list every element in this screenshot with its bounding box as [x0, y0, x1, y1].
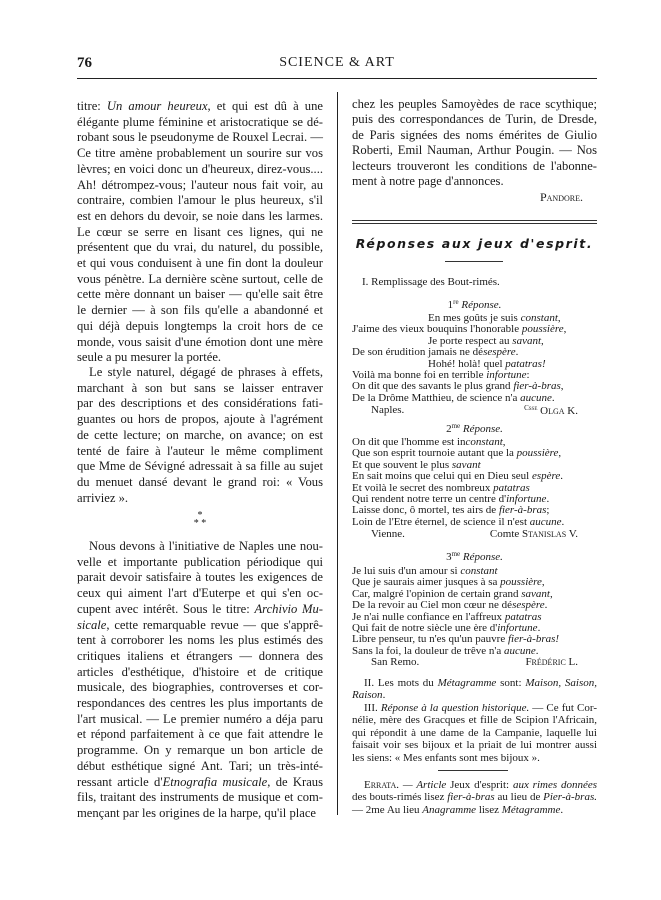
text-line: [77, 618, 323, 634]
errata-note: [352, 779, 597, 816]
text-line: [352, 677, 597, 689]
text-segment: .: [537, 622, 541, 635]
text-segment: De la Drôme Matthieu, de science n'a: [352, 391, 521, 404]
text-line: [352, 752, 597, 764]
text-segment: musicale, des biographies, controverses et cor-: [77, 680, 323, 695]
text-segment: mençant par les origines de la harpe, qu'il place: [77, 805, 317, 820]
italic-text: aux rimes données: [509, 779, 597, 791]
text-line: [77, 287, 323, 303]
text-line: [77, 256, 323, 272]
star-top: *: [197, 510, 203, 521]
text-segment: ressant article d': [77, 774, 163, 789]
text-segment: lèvres; en voici donc un d'heureux, direz-vous....: [77, 161, 323, 176]
italic-text: sespère: [483, 346, 516, 359]
text-line: [77, 225, 323, 241]
text-segment: ;: [546, 504, 550, 517]
part-three-historical-question: [352, 702, 597, 764]
italic-text: Un amour heureux: [106, 99, 208, 113]
text-segment: II. Les mots du: [364, 677, 438, 689]
text-line: [77, 665, 323, 681]
text-segment: Je n'ai nulle confiance en l'affreux: [352, 610, 505, 623]
text-segment: arriviez ».: [77, 490, 129, 505]
text-segment: cupent avec intérêt. Sous le titre:: [77, 601, 255, 616]
text-line: [77, 130, 323, 146]
text-segment: .: [561, 515, 565, 528]
text-segment: .: [515, 346, 519, 359]
text-segment: Je porte respect au: [428, 334, 513, 347]
text-segment: .: [546, 493, 550, 506]
double-rule: [352, 220, 597, 224]
text-segment: lecteurs trouveront les conditions de l'abonne-: [352, 158, 597, 173]
text-segment: les siens: « Mes enfants sont mes bijoux ».: [352, 751, 540, 764]
text-line: [77, 491, 323, 507]
text-segment: On dit que l'homme est in: [352, 436, 466, 448]
text-segment: nélie, mère des Gracques et fille de Scipion l'Africain,: [352, 714, 597, 727]
text-segment: Je lui suis d'un amour si: [352, 565, 461, 577]
text-segment: .: [535, 644, 539, 657]
italic-text: fier-à-bras!: [507, 633, 560, 646]
text-segment: et répond parfaitement à ce que fait attendre le: [77, 727, 323, 742]
text-line: [77, 396, 323, 412]
text-segment: .: [560, 803, 564, 816]
text-line: [77, 193, 323, 209]
text-segment: tent à corroborer les noms les plus estimés des: [77, 633, 323, 648]
text-segment: Et voilà le secret des nombreux: [352, 481, 494, 494]
text-line: [77, 319, 323, 335]
italic-text: — Article: [399, 779, 451, 791]
text-line: [77, 335, 323, 351]
text-line: [352, 517, 597, 528]
text-segment: élégante plume féminine et aristocratique se dé-: [77, 114, 323, 129]
text-segment: Le cœur se serre en lisant ces lignes, qui ne: [77, 224, 323, 239]
response-heading-2: $2^{me}$ Réponse.: [446, 422, 503, 435]
italic-text: espère: [531, 470, 561, 483]
text-segment: velle et importante publication périodique qui: [77, 554, 323, 569]
text-segment: cette mère donnant un baiser — qu'elle sait être: [77, 287, 323, 302]
italic-text: savant: [512, 334, 542, 347]
text-segment: I. Remplissage des Bout-rimés.: [362, 276, 500, 288]
text-line: [77, 412, 323, 428]
text-line: [77, 240, 323, 256]
text-line: [352, 702, 597, 714]
part-one-label: [352, 276, 607, 288]
text-segment: ,: [563, 323, 567, 336]
text-segment: , de Kraus: [267, 774, 323, 789]
response-heading-3: $3^{me}$ Réponse.: [446, 550, 503, 563]
text-segment: Car, malgré l'opinion de certain grand: [352, 587, 522, 600]
text-line: [352, 727, 597, 739]
text-segment: fils, traitant des instruments de musique et com-: [77, 790, 323, 805]
text-line: [77, 555, 323, 571]
title-underline: [445, 261, 503, 262]
text-segment: De la revoir au Ciel mon cœur ne dé: [352, 599, 513, 612]
italic-text: constant: [465, 436, 503, 448]
italic-text: patatras: [493, 481, 530, 494]
response-heading-1: 1re Réponse.: [447, 298, 502, 311]
text-segment: seule a pu mesurer la portée.: [77, 350, 222, 365]
text-segment: marchant à son but sans se laisser entraver: [77, 380, 323, 395]
text-line: [77, 475, 323, 491]
text-segment: ,: [557, 312, 561, 324]
text-segment: Que je saurais aimer jusques à sa: [352, 576, 501, 589]
text-line: [352, 174, 597, 189]
italic-text: constant: [520, 312, 558, 324]
poem-response-3: [352, 566, 597, 657]
text-line: [352, 143, 597, 158]
text-line: [77, 727, 323, 743]
text-segment: Ce titre amène probablement un sourire sur vos: [77, 146, 323, 161]
text-segment: ,: [549, 587, 553, 600]
text-segment: sont:: [496, 677, 526, 689]
text-segment: qui déjà depuis longtemps la croit hors de ce: [77, 318, 323, 333]
text-segment: .: [544, 599, 548, 612]
text-line: [352, 159, 597, 174]
text-segment: lisez: [476, 803, 502, 816]
text-segment: début esthétique signé Ant. Tari; un très-inté-: [77, 758, 323, 773]
text-line: [77, 649, 323, 665]
text-line: [77, 303, 323, 319]
text-line: [77, 790, 323, 806]
header-rule: [77, 78, 597, 79]
text-line: [352, 128, 597, 143]
paragraph-style: [77, 365, 323, 506]
paragraph-archivio-musicale: [77, 539, 323, 822]
text-line: [77, 350, 323, 366]
text-line: [352, 97, 597, 112]
text-line: [352, 739, 597, 751]
text-line: [77, 586, 323, 602]
text-line: [352, 112, 597, 127]
text-segment: ,: [541, 576, 545, 589]
text-segment: au lieu de: [494, 791, 544, 804]
text-segment: Qui fait de notre siècle une ère d': [352, 622, 498, 635]
text-line: [77, 680, 323, 696]
text-segment: le dernier — à son fils qu'elle a abandonné et: [77, 303, 323, 318]
italic-text: constant: [460, 565, 498, 577]
italic-text: infortune: [497, 622, 538, 635]
text-segment: robant sous le pseudonyme de Rouxel Lecrai. —: [77, 130, 323, 145]
text-line: [352, 791, 597, 803]
text-line: [77, 696, 323, 712]
text-segment: par des descriptions et des considérations fati-: [77, 396, 323, 411]
text-segment: :: [526, 369, 530, 382]
text-segment: J'aime des vieux bouquins l'honorable: [352, 323, 522, 336]
text-segment: contraire, combien l'amour le plus heureux, s'il: [77, 193, 323, 208]
text-segment: En sait moins que celui qui en Dieu seul: [352, 470, 532, 483]
italic-text: Pier-à-bras.: [543, 791, 597, 804]
text-segment: Ah! détrompez-vous; l'auteur nous fait voir, au: [77, 177, 323, 192]
text-segment: de Paris signées des noms émérites de Giulio: [352, 127, 597, 142]
italic-text: poussière: [516, 447, 559, 460]
italic-text: infortune: [486, 369, 527, 382]
text-segment: Roberti, Emil Nauman, Arthur Pougin. — Nos: [352, 143, 597, 158]
text-segment: puis des correspondances de Turin, de Dresde,: [352, 112, 597, 127]
text-segment: présentent que du vrai, du naturel, du possible,: [77, 240, 323, 255]
part-two-metagramme: [352, 677, 597, 702]
section-separator-stars: [180, 512, 220, 528]
italic-text: patatras: [504, 610, 542, 623]
errata-separator-rule: [438, 770, 508, 771]
text-segment: ,: [560, 380, 564, 393]
text-segment: ceux qui aiment l'art d'Euterpe et qui s'en oc-: [77, 586, 323, 601]
italic-text: Anagramme: [422, 803, 477, 816]
italic-text: sicale: [77, 617, 107, 632]
text-segment: — 2me Au lieu: [352, 803, 423, 816]
poem-response-1: [352, 313, 597, 404]
text-segment: et qui vous conduisent à une fin dont la douleur: [77, 256, 323, 271]
text-line: [77, 602, 323, 618]
text-line: [352, 804, 597, 816]
text-segment: — Ce fut Cor-: [529, 702, 597, 714]
text-segment: l'art musical. — Le premier numéro a déja paru: [77, 711, 323, 726]
italic-text: savant: [521, 587, 550, 600]
text-segment: tenté de faire à l'auteur le même compliment: [77, 443, 323, 458]
text-line: [77, 272, 323, 288]
text-segment: du menuet dansé devant le grand roi: « Vous: [77, 474, 323, 489]
text-segment: critiques italiens et étrangers — donnera des: [77, 648, 323, 663]
text-segment: programme. On y remarque un bon article de: [77, 743, 323, 758]
text-segment: monde, vous saisit d'une émotion dont une mère: [77, 334, 323, 349]
italic-text: Archivio Mu-: [254, 601, 323, 616]
text-segment: Laisse donc, ô mortel, tes airs de: [352, 504, 499, 517]
text-segment: Jeux d'esprit:: [450, 779, 510, 791]
text-line: [352, 714, 597, 726]
italic-text: Maison, Saison,: [525, 677, 597, 689]
text-segment: parait devoir satisfaire à toutes les exigences de: [77, 570, 323, 585]
text-segment: Libre penseur, tu n'es qu'un pauvre: [352, 633, 508, 646]
text-line: [77, 115, 323, 131]
text-line: [77, 775, 323, 791]
text-line: [77, 759, 323, 775]
text-line: [77, 712, 323, 728]
text-segment: ,: [502, 436, 506, 448]
italic-text: poussière: [521, 323, 564, 336]
text-segment: est en dehors du devoir, se noie dans les larmes.: [77, 208, 323, 223]
italic-text: savant: [451, 458, 481, 471]
paragraph-correspondences: [352, 97, 597, 189]
italic-text: fier-à-bras: [498, 504, 547, 517]
text-line: [77, 633, 323, 649]
italic-text: poussière: [500, 576, 542, 589]
paragraph-review-continued: [77, 99, 323, 366]
italic-text: aucune: [503, 644, 536, 657]
text-segment: , et qui est dû à une: [207, 99, 323, 113]
text-segment: III.: [364, 702, 381, 714]
text-segment: Voilà ma bonne foi en terrible: [352, 369, 487, 382]
text-segment: .: [560, 470, 563, 483]
text-segment: chez les peuples Samoyèdes de race scythique;: [352, 97, 597, 111]
text-segment: .: [382, 689, 386, 702]
text-segment: faisait voir ses bijoux et la priait de lui montrer aussi: [352, 739, 597, 752]
italic-text: fier-à-bras: [447, 791, 495, 804]
poem-response-2: [352, 437, 597, 528]
author-signature: Pandore.: [539, 190, 583, 204]
text-segment: ,: [558, 447, 562, 460]
text-line: [77, 459, 323, 475]
italic-text: Métagramme: [437, 677, 497, 689]
text-segment: que Mme de Sévigné adressait à sa fille au sujet: [77, 459, 323, 474]
text-segment: Que son esprit tournoie autant que la: [352, 447, 517, 460]
text-segment: Errata.: [364, 779, 400, 791]
text-segment: En mes goûts je suis: [428, 312, 521, 324]
page-number: 76: [77, 55, 92, 71]
italic-text: patatras!: [505, 357, 546, 370]
text-line: [77, 570, 323, 586]
text-segment: articles d'esthétique, d'histoire et de critique: [77, 664, 323, 679]
text-line: [77, 99, 323, 115]
text-segment: , cette remarquable revue — que s'apprê-: [106, 617, 323, 632]
italic-text: infortune: [506, 493, 547, 506]
text-segment: Le style naturel, dégagé de phrases à effets,: [89, 365, 323, 379]
text-line: [77, 162, 323, 178]
text-line: [352, 393, 597, 404]
text-line: [77, 806, 323, 822]
text-segment: On dit que des savants le plus grand: [352, 380, 514, 393]
italic-text: aucune: [520, 391, 552, 404]
text-line: [352, 689, 597, 701]
text-line: [77, 365, 323, 381]
text-segment: vous pénètre. La dernière scène surtout, celle de: [77, 271, 323, 286]
text-segment: ment à notre page d'annonces.: [352, 174, 504, 189]
section-title: Réponses aux jeux d'esprit.: [355, 236, 594, 251]
text-segment: qui répondit à une dame de la Campanie, laquelle lui: [352, 726, 597, 739]
italic-text: Métagramme: [501, 803, 561, 816]
text-line: [77, 146, 323, 162]
text-line: [362, 276, 607, 288]
text-segment: Qui rendent notre terre un centre d': [352, 493, 507, 506]
text-segment: titre:: [77, 99, 107, 113]
text-segment: Sans la foi, la douleur de trêve n'a: [352, 644, 504, 657]
italic-text: sespère: [512, 599, 545, 612]
text-line: [77, 539, 323, 555]
text-segment: de cette lecture; on marche, on avance; on est: [77, 427, 323, 442]
text-segment: De son érudition jamais ne dé: [352, 346, 484, 359]
text-line: [77, 743, 323, 759]
text-segment: des bouts-rimés lisez: [352, 791, 448, 804]
text-segment: Nous devons à l'initiative de Naples une nou-: [89, 539, 323, 553]
text-segment: guantes ou hors de propos, ajoute à l'agrément: [77, 412, 323, 427]
column-divider: [337, 92, 338, 815]
text-line: [352, 779, 597, 791]
italic-text: Réponse à la question historique.: [380, 702, 530, 714]
text-line: [77, 381, 323, 397]
italic-text: aucune: [529, 515, 562, 528]
text-segment: .: [551, 391, 555, 404]
star-bottom: * *: [193, 518, 207, 529]
text-segment: Hohé! holà! quel: [428, 357, 506, 370]
text-line: [77, 428, 323, 444]
text-segment: respondances des centres les plus importants de: [77, 696, 323, 711]
italic-text: fier-à-bras: [513, 380, 561, 393]
text-segment: Loin de l'Etre éternel, de science il n'est: [352, 515, 530, 528]
running-title: SCIENCE & ART: [279, 55, 395, 70]
italic-text: Etnografia musicale: [162, 774, 268, 789]
text-line: [77, 178, 323, 194]
text-segment: Et que souvent le plus: [352, 458, 452, 471]
text-line: [77, 209, 323, 225]
text-segment: ,: [541, 334, 544, 347]
text-line: [77, 444, 323, 460]
italic-text: Raison: [352, 689, 383, 702]
